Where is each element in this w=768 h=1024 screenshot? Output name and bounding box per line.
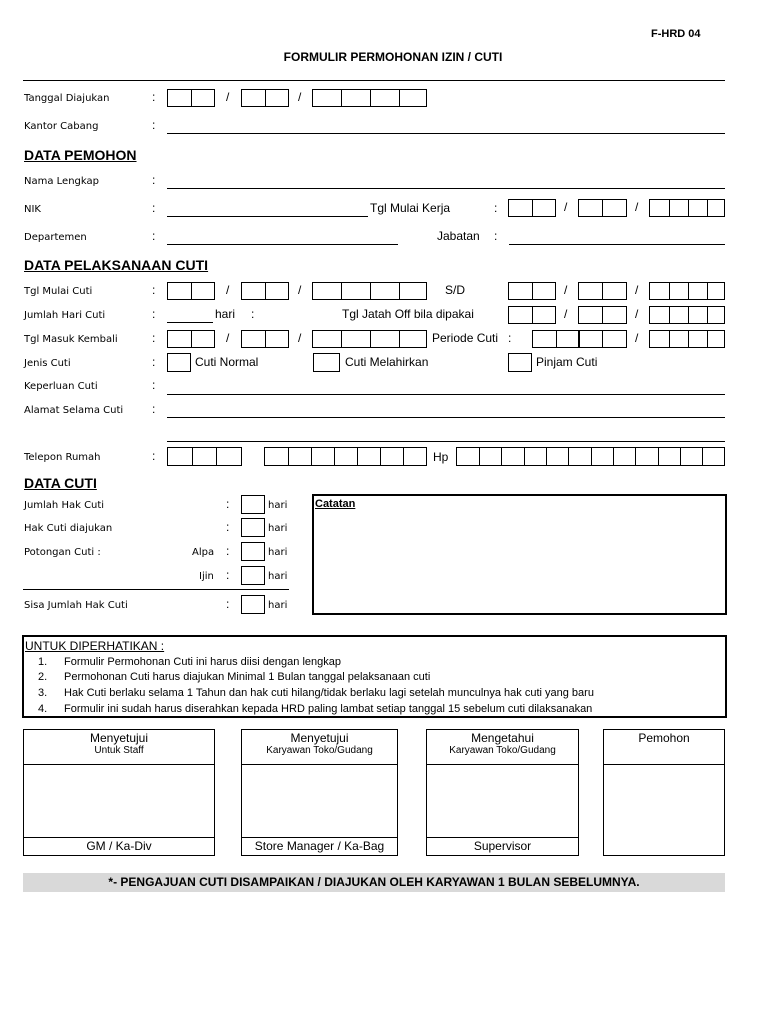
signature-role: Store Manager / Ka-Bag [242,837,397,855]
note-number: 2. [38,671,48,683]
label-jumlah-hari-cuti: Jumlah Hari Cuti [24,310,106,321]
title-divider [23,80,725,81]
tgl-mulai-kerja-day[interactable] [508,199,556,217]
label-telepon-rumah: Telepon Rumah [24,452,101,463]
tanggal-diajukan-year[interactable] [312,89,427,107]
signature-subtitle: Karyawan Toko/Gudang [449,745,556,756]
date-slash: / [298,90,302,104]
tgl-selesai-cuti-day[interactable] [508,282,556,300]
label-alpa: Alpa [192,547,215,558]
colon: : [152,355,156,369]
label-hari: hari [268,500,288,511]
label-kantor-cabang: Kantor Cabang [24,121,99,132]
date-slash: / [226,90,230,104]
colon: : [152,118,156,132]
label-nik: NIK [24,204,41,215]
label-alamat-selama-cuti: Alamat Selama Cuti [24,405,124,416]
colon: : [152,331,156,345]
footer-banner: *- PENGAJUAN CUTI DISAMPAIKAN / DIAJUKAN OLEH KARYAWAN 1 BULAN SEBELUMNYA. [23,873,725,892]
signature-box-supervisor[interactable] [426,729,579,856]
colon: : [152,201,156,215]
tgl-mulai-cuti-day[interactable] [167,282,215,300]
form-title: FORMULIR PERMOHONAN IZIN / CUTI [283,50,503,64]
checkbox-pinjam-cuti[interactable] [508,353,532,372]
note-number: 1. [38,656,48,668]
tanggal-diajukan-day[interactable] [167,89,215,107]
label-periode-cuti: Periode Cuti [432,331,499,345]
signature-title: Menyetujui [290,731,349,745]
colon: : [152,173,156,187]
signature-role: Supervisor [427,837,578,855]
notes-box [22,635,727,718]
note-text: Permohonan Cuti harus diajukan Minimal 1 Bulan tanggal pelaksanaan cuti [64,671,431,683]
catatan-box[interactable] [312,494,727,615]
label-keperluan-cuti: Keperluan Cuti [24,381,98,392]
signature-title: Mengetahui [471,731,534,745]
tgl-jatah-off-year[interactable] [649,306,725,324]
colon: : [152,378,156,392]
date-slash: / [635,200,639,214]
alamat-selama-cuti-field[interactable] [167,417,725,418]
date-slash: / [635,283,639,297]
signature-header [242,730,397,765]
colon: : [152,283,156,297]
label-ijin: Ijin [199,571,214,582]
note-text: Formulir ini sudah harus diserahkan kepada HRD paling lambat setiap tanggal 15 sebelum cuti dilaksanakan [64,703,593,715]
label-sisa-jumlah-hak-cuti: Sisa Jumlah Hak Cuti [24,600,128,611]
colon: : [494,229,498,243]
date-slash: / [564,200,568,214]
tanggal-diajukan-month[interactable] [241,89,289,107]
label-hari: hari [268,600,288,611]
signature-role: GM / Ka-Div [24,837,214,855]
signature-title: Pemohon [638,731,690,745]
label-hari: hari [215,307,236,321]
colon: : [508,331,512,345]
colon: : [226,520,230,534]
label-hari: hari [268,523,288,534]
date-slash: / [564,307,568,321]
tgl-selesai-cuti-year[interactable] [649,282,725,300]
signature-box-gm[interactable] [23,729,215,856]
label-hari: hari [268,547,288,558]
label-jabatan: Jabatan [437,229,480,243]
label-cuti-normal: Cuti Normal [195,355,259,369]
sisa-hak-cuti-box[interactable] [241,595,265,614]
colon: : [226,544,230,558]
signature-subtitle: Untuk Staff [94,745,144,756]
colon: : [152,449,156,463]
label-tgl-masuk-kembali: Tgl Masuk Kembali [24,334,118,345]
section-data-pemohon: DATA PEMOHON [24,147,137,163]
label-jenis-cuti: Jenis Cuti [24,358,71,369]
tgl-selesai-cuti-month[interactable] [578,282,627,300]
date-slash: / [226,283,230,297]
date-slash: / [298,331,302,345]
colon: : [152,402,156,416]
label-hp: Hp [433,450,449,464]
section-data-cuti: DATA CUTI [24,475,97,491]
colon: : [152,229,156,243]
date-slash: / [635,331,639,345]
date-slash: / [564,283,568,297]
colon: : [152,90,156,104]
label-departemen: Departemen [24,232,87,243]
label-tanggal-diajukan: Tanggal Diajukan [24,93,110,104]
signature-title: Menyetujui [89,731,149,745]
section-data-pelaksanaan-cuti: DATA PELAKSANAAN CUTI [24,257,209,273]
signature-box-pemohon[interactable] [603,729,725,856]
colon: : [494,201,498,215]
nik-field[interactable] [167,216,368,217]
jumlah-hari-cuti-field[interactable] [167,322,213,323]
tgl-masuk-kembali-year[interactable] [312,330,427,348]
colon: : [251,307,255,321]
tgl-jatah-off-month[interactable] [578,306,627,324]
note-text: Hak Cuti berlaku selama 1 Tahun dan hak cuti hilang/tidak berlaku lagi setelah munculnya hak cuti yang baru [64,687,594,699]
telepon-rumah-area-code[interactable] [167,447,242,466]
alamat-selama-cuti-field-2[interactable] [167,441,725,442]
nama-lengkap-field[interactable] [167,188,725,189]
colon: : [226,497,230,511]
colon: : [226,568,230,582]
tgl-mulai-kerja-year[interactable] [649,199,725,217]
periode-cuti-day[interactable] [532,330,580,348]
label-tgl-mulai-kerja: Tgl Mulai Kerja [370,201,451,215]
tgl-masuk-kembali-day[interactable] [167,330,215,348]
catatan-label: Catatan [315,498,356,510]
note-number: 4. [38,703,48,715]
ijin-box[interactable] [241,566,265,585]
checkbox-cuti-melahirkan[interactable] [313,353,340,372]
checkbox-cuti-normal[interactable] [167,353,191,372]
signature-header [427,730,578,765]
date-slash: / [635,307,639,321]
periode-cuti-year[interactable] [649,330,725,348]
label-nama-lengkap: Nama Lengkap [24,176,99,187]
label-cuti-melahirkan: Cuti Melahirkan [345,355,429,369]
signature-header [24,730,214,765]
form-code: F-HRD 04 [651,28,701,40]
signature-box-store-manager[interactable] [241,729,398,856]
periode-cuti-month[interactable] [578,330,627,348]
label-potongan-cuti: Potongan Cuti : [24,547,101,558]
label-hak-cuti-diajukan: Hak Cuti diajukan [24,523,113,534]
colon: : [226,597,230,611]
keperluan-cuti-field[interactable] [167,394,725,395]
notes-heading: UNTUK DIPERHATIKAN : [25,639,165,653]
label-tgl-mulai-cuti: Tgl Mulai Cuti [24,286,93,297]
date-slash: / [298,283,302,297]
label-hari: hari [268,571,288,582]
hp-number[interactable] [456,447,725,466]
tgl-masuk-kembali-month[interactable] [241,330,289,348]
note-text: Formulir Permohonan Cuti ini harus diisi dengan lengkap [64,656,341,668]
alpa-box[interactable] [241,542,265,561]
data-cuti-divider [23,589,289,590]
label-jumlah-hak-cuti: Jumlah Hak Cuti [24,500,105,511]
kantor-cabang-field[interactable] [167,133,725,134]
signature-subtitle: Karyawan Toko/Gudang [266,745,373,756]
label-sd: S/D [445,283,466,297]
label-tgl-jatah-off: Tgl Jatah Off bila dipakai [342,307,474,321]
tgl-mulai-cuti-year[interactable] [312,282,427,300]
tgl-jatah-off-day[interactable] [508,306,556,324]
departemen-field[interactable] [167,244,398,245]
signature-header [604,730,724,765]
hak-cuti-diajukan-box[interactable] [241,518,265,537]
tgl-mulai-kerja-month[interactable] [578,199,627,217]
jumlah-hak-cuti-box[interactable] [241,495,265,514]
note-number: 3. [38,687,48,699]
tgl-mulai-cuti-month[interactable] [241,282,289,300]
jabatan-field[interactable] [509,244,725,245]
label-pinjam-cuti: Pinjam Cuti [536,355,598,369]
date-slash: / [226,331,230,345]
telepon-rumah-number[interactable] [264,447,427,466]
colon: : [152,307,156,321]
